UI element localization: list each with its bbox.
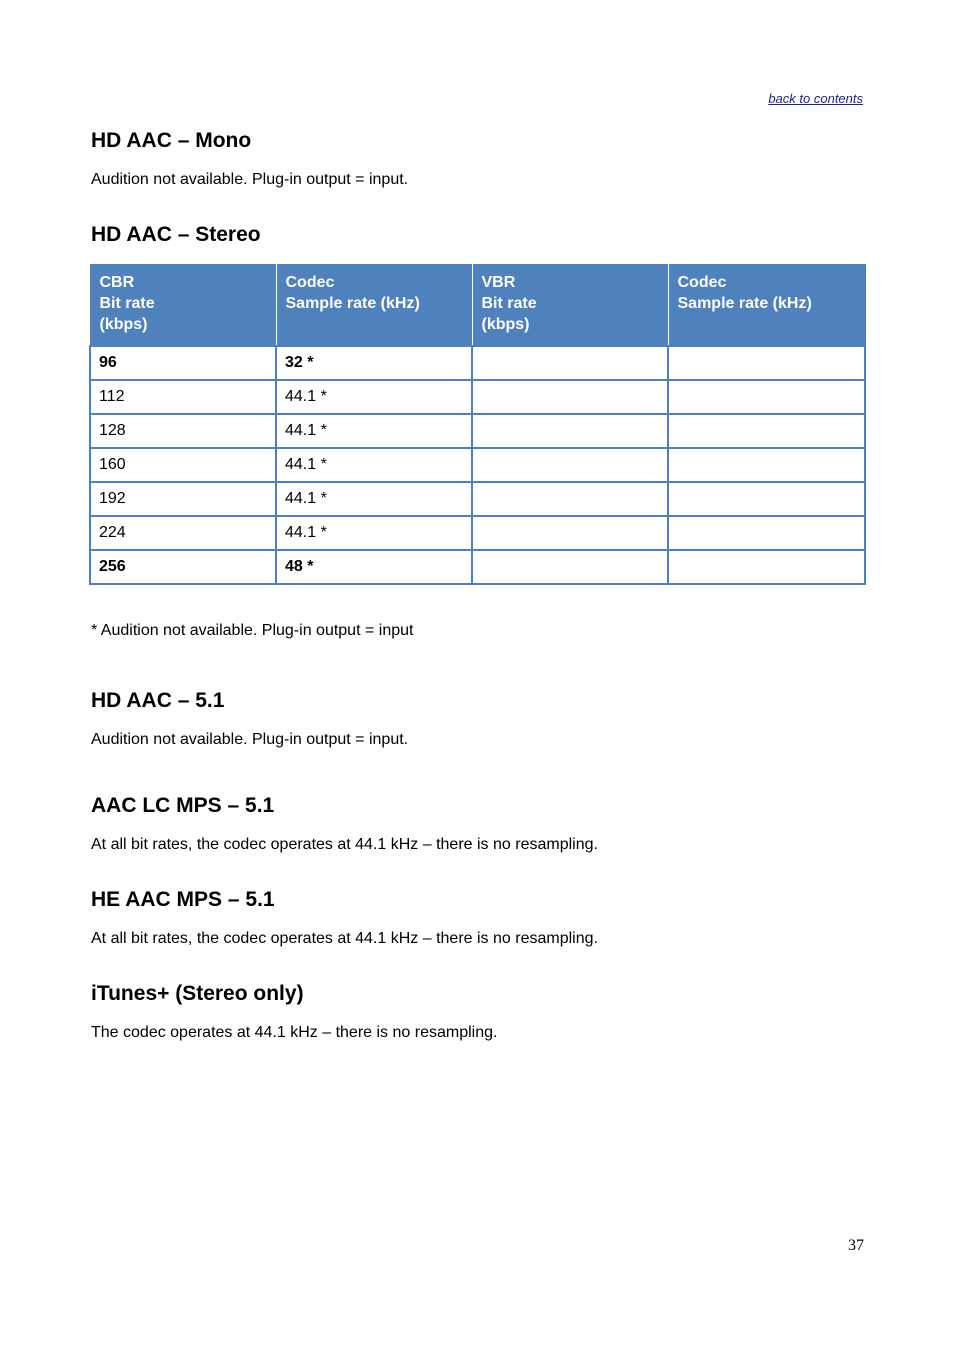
table-cell bbox=[668, 550, 865, 584]
table-cell bbox=[472, 516, 668, 550]
table-cell: 224 bbox=[90, 516, 276, 550]
table-cell: 128 bbox=[90, 414, 276, 448]
table-cell bbox=[472, 346, 668, 380]
table-cell bbox=[668, 414, 865, 448]
stereo-table-footnote: * Audition not available. Plug-in output = input bbox=[91, 622, 414, 639]
table-cell: 256 bbox=[90, 550, 276, 584]
header-line: (kbps) bbox=[99, 316, 148, 333]
table-cell: 44.1 * bbox=[276, 448, 472, 482]
table-cell: 192 bbox=[90, 482, 276, 516]
table-cell bbox=[668, 380, 865, 414]
header-line: VBR bbox=[481, 274, 516, 291]
table-cell: 32 * bbox=[276, 346, 472, 380]
table-cell: 44.1 * bbox=[276, 482, 472, 516]
table-cell: 44.1 * bbox=[276, 516, 472, 550]
table-header-row bbox=[90, 265, 865, 347]
table-cell bbox=[668, 448, 865, 482]
section-text-hd-aac-mono: Audition not available. Plug-in output = input. bbox=[91, 171, 409, 188]
table-row bbox=[90, 516, 865, 550]
table-cell: 96 bbox=[90, 346, 276, 380]
table-cell bbox=[472, 414, 668, 448]
table-row bbox=[90, 380, 865, 414]
table-row bbox=[90, 550, 865, 584]
header-cbr-bitrate bbox=[90, 265, 276, 347]
header-line: Bit rate bbox=[99, 295, 155, 312]
header-line: Sample rate (kHz) bbox=[285, 295, 420, 312]
section-text-hd-aac-5-1: Audition not available. Plug-in output = input. bbox=[91, 731, 409, 748]
header-line: CBR bbox=[99, 274, 135, 291]
table-cell bbox=[472, 550, 668, 584]
table-cell bbox=[668, 346, 865, 380]
header-vbr-codec-sample-rate bbox=[668, 265, 865, 347]
table-cell: 44.1 * bbox=[276, 380, 472, 414]
table-cell: 160 bbox=[90, 448, 276, 482]
table-cell: 112 bbox=[90, 380, 276, 414]
header-line: Sample rate (kHz) bbox=[677, 295, 812, 312]
stereo-bitrate-table bbox=[89, 264, 866, 585]
table-cell bbox=[472, 482, 668, 516]
section-title-aac-lc-mps: AAC LC MPS – 5.1 bbox=[91, 794, 275, 817]
table-row bbox=[90, 414, 865, 448]
back-to-contents-link[interactable]: back to contents bbox=[768, 91, 863, 106]
section-text-he-aac-mps: At all bit rates, the codec operates at 44.1 kHz – there is no resampling. bbox=[91, 930, 598, 947]
header-cbr-codec-sample-rate bbox=[276, 265, 472, 347]
table-cell: 48 * bbox=[276, 550, 472, 584]
table-cell bbox=[668, 482, 865, 516]
section-title-hd-aac-5-1: HD AAC – 5.1 bbox=[91, 689, 225, 712]
section-title-he-aac-mps: HE AAC MPS – 5.1 bbox=[91, 888, 275, 911]
header-line: Codec bbox=[677, 274, 727, 291]
table-cell: 44.1 * bbox=[276, 414, 472, 448]
table-cell bbox=[472, 448, 668, 482]
table-cell bbox=[668, 516, 865, 550]
header-line: (kbps) bbox=[481, 316, 530, 333]
table-cell bbox=[472, 380, 668, 414]
page-number: 37 bbox=[848, 1237, 864, 1254]
header-line: Codec bbox=[285, 274, 335, 291]
table-row bbox=[90, 448, 865, 482]
section-title-itunes-plus: iTunes+ (Stereo only) bbox=[91, 982, 304, 1005]
header-vbr-bitrate bbox=[472, 265, 668, 347]
table-row bbox=[90, 346, 865, 380]
section-title-hd-aac-stereo: HD AAC – Stereo bbox=[91, 223, 261, 246]
section-text-aac-lc-mps: At all bit rates, the codec operates at 44.1 kHz – there is no resampling. bbox=[91, 836, 598, 853]
section-title-hd-aac-mono: HD AAC – Mono bbox=[91, 129, 252, 152]
table-row bbox=[90, 482, 865, 516]
header-line: Bit rate bbox=[481, 295, 537, 312]
section-text-itunes-plus: The codec operates at 44.1 kHz – there is no resampling. bbox=[91, 1024, 498, 1041]
